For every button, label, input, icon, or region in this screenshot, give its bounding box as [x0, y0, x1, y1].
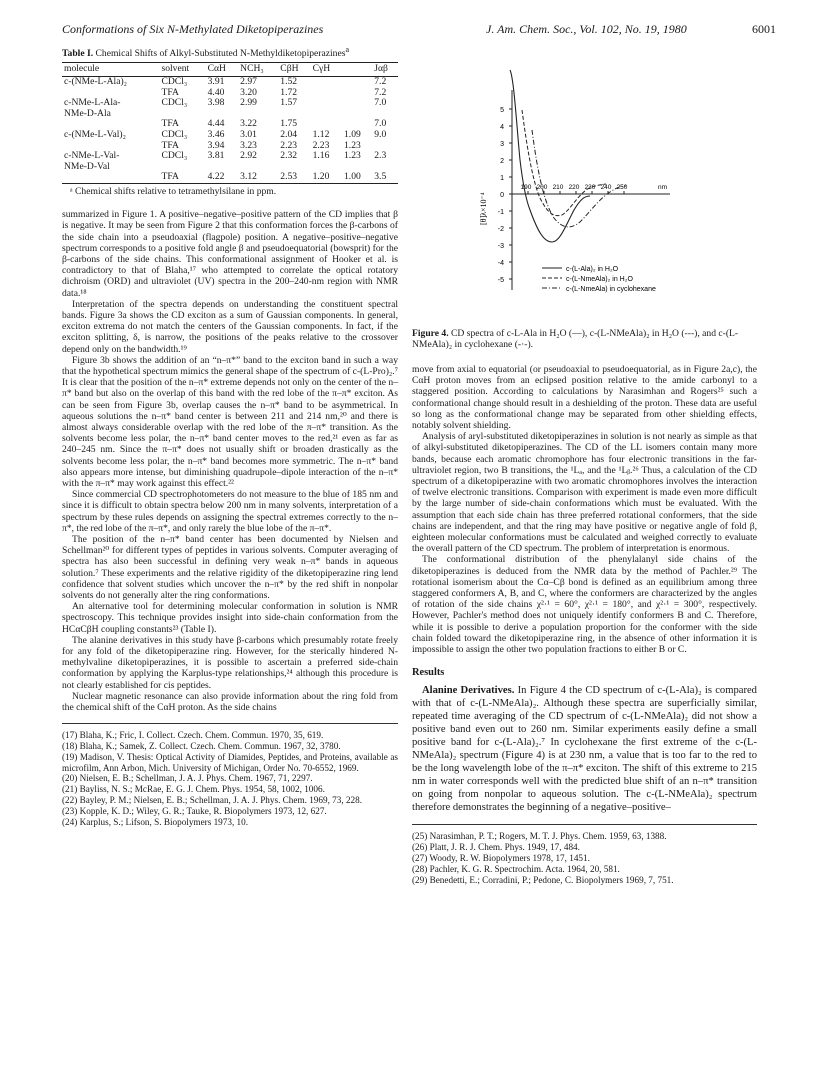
- table-cell: 2.3: [374, 150, 387, 162]
- table-cell: 3.23: [240, 139, 257, 151]
- legend-label: c-(L-Ala)₂ in H₂O: [566, 266, 619, 273]
- body-paragraph: summarized in Figure 1. A positive–negative–positive pattern of the CD implies that β is negative. It may be seen from Figure 2 that this conformation forces the β-carbons of the side chain into a pseudoaxial (flagpole) position. A negative–positive–negative spectrum corresponds to a positive fold angle β and pseudoequatorial (bowsprit) for the β-carbons of the side chains. This conformational assignment of Hooker et al. is contradictory to that of Blaha,¹⁷ who attempted to correlate the optical rotatory dichroism (ORD) and ultraviolet (UV) spectra in the 200–240-nm region with NMR data.¹⁸: [62, 209, 398, 299]
- section-heading-results: Results: [412, 667, 445, 679]
- table-cell: 2.23: [280, 139, 298, 151]
- table-row: [62, 98, 398, 109]
- results-text: In Figure 4 the CD spectrum of c-(L-Ala)₂ is compared with that of c-(L-NMeAla)₂. Although these spectra are superficially similar, repeated time averaging of the CD spectrum of c-(L-NMeAla)₂ did not show a positive band even out to 260 nm. Similar experiments easily define a small positive band for c-(L-Ala)₂.⁷ In cyclohexane the first extreme of the c-(L-NMeAla)₂ spectrum (Figure 4) is at 230 nm, a value that is too far to the red to be the long wavelength lobe of the π–π* exciton. The shift of this extreme to 215 nm in water corresponds well with the predicted blue shift of an n–π* transition on going from nonpolar to aqueous solution. The c-(L-NMeAla)₂ spectrum therefore demonstrates the beginning of a negative–positive–: [412, 685, 757, 814]
- curve-nmeala-cyclohexane: [532, 130, 626, 227]
- table-body: [62, 76, 398, 183]
- table-cell: [342, 98, 372, 109]
- table-cell: 2.53: [278, 172, 310, 183]
- table-cell: 1.09: [344, 128, 361, 140]
- table-cell: 2.32: [280, 150, 298, 162]
- table-row: [62, 76, 398, 87]
- table-cell: 1.12: [312, 128, 330, 140]
- table-cell: 3.20: [240, 86, 257, 98]
- y-tick-label: -2: [497, 226, 504, 233]
- table-cell: 1.00: [342, 172, 372, 183]
- table-header-cell: Jαβ: [372, 63, 398, 77]
- figure-caption-text: CD spectra of c-L-Ala in H₂O (—), c-(L-NMeAla)₂ in H₂O (---), and c-(L-NMeAla)₂ in cyclohexane (-·-).: [412, 328, 739, 351]
- table-cell: 4.40: [207, 86, 225, 98]
- y-tick-label: 4: [500, 124, 504, 131]
- reference-entry: (21) Bayliss, N. S.; McRae, E. G. J. Chem. Phys. 1954, 58, 1002, 1006.: [62, 784, 325, 795]
- reference-entry: (20) Nielsen, E. B.; Schellman, J. A. J. Phys. Chem. 1967, 71, 2297.: [62, 773, 313, 784]
- table-cell: CDCl₃: [161, 97, 188, 109]
- legend-label: c-(L-NmeAla) in cyclohexane: [566, 286, 656, 293]
- x-tick-label: 220: [568, 184, 580, 191]
- cd-spectrum-plot: [470, 50, 700, 320]
- table-cell: 3.22: [240, 118, 257, 130]
- table-cell: 7.0: [374, 97, 387, 109]
- table-cell: 3.12: [238, 172, 278, 183]
- results-subheading: Alanine Derivatives.: [422, 685, 515, 697]
- table-label: Table I.: [62, 48, 94, 60]
- table-cell: c-NMe-L-Val-: [64, 150, 120, 162]
- table-cell: CDCl₃: [161, 150, 188, 162]
- table-row: [62, 151, 398, 162]
- table-cell: [311, 98, 342, 109]
- table-cell: NMe-D-Ala: [64, 107, 111, 119]
- table-cell: 3.01: [240, 128, 257, 140]
- table-cell: 7.2: [374, 86, 387, 98]
- table-cell: CDCl₃: [161, 75, 188, 87]
- x-tick-label: 240: [600, 184, 612, 191]
- y-tick-label: 0: [500, 192, 504, 199]
- reference-entry: (24) Karplus, S.; Lifson, S. Biopolymers 1973, 10.: [62, 816, 249, 827]
- table-cell: 3.94: [207, 139, 225, 151]
- table-cell: 2.97: [240, 75, 257, 87]
- table-header-cell: molecule: [62, 63, 159, 77]
- table-cell: [342, 109, 372, 120]
- y-tick-label: -3: [497, 243, 504, 250]
- table-header-cell: solvent: [159, 63, 205, 77]
- table-header-cell: NCH₃: [238, 63, 278, 77]
- left-column: [62, 44, 398, 827]
- table-cell: 9.0: [374, 128, 387, 140]
- body-paragraph: Since commercial CD spectrophotometers do not measure to the blue of 185 nm and since it is difficult to obtain spectra below 200 nm in many solvents, interpretation of a spectrum by these rules depends on assigning the spectral extremes correctly to the n–π*, the red lobe of the π–π*, and only rarely the blue lobe of the π–π*.: [62, 489, 398, 534]
- body-paragraph: The conformational distribution of the phenylalanyl side chains of the diketopiperazines is deduced from the NMR data by the method of Pachler.²⁹ The rotational isomerism about the Cα–Cβ bond is defined as an equilibrium among three staggered conformers A, B, and C, where the conformers are characterized by the angles of rotation of the side chains χ²·¹ = 60°, χ²·¹ = 180°, and χ²·¹ = 300°, respectively. However, Pachler's method does not uniquely identify conformers B and C. Therefore, while it is possible to derive a population proportion for the conformer with the side chain folded toward the diketopiperazine ring, in the absence of other information it is impossible to assign the other two population fractions to either B or C.: [412, 554, 757, 656]
- y-tick-label: -4: [497, 260, 504, 267]
- table-cell: [342, 76, 372, 87]
- y-tick-label: 5: [500, 107, 504, 114]
- table-cell: 3.46: [207, 128, 225, 140]
- table-caption: [62, 44, 398, 59]
- right-column: [412, 364, 757, 885]
- body-paragraph: The alanine derivatives in this study have β-carbons which presumably rotate freely for any fold of the diketopiperazine ring. However, for the sterically hindered N-methylvaline diketopiperazines, it is possible to ascertain a preferred side-chain conformation by applying the Karplus-type relationships,²⁴ although this procedure is not clearly established for cis peptides.: [62, 634, 398, 691]
- y-tick-label: 1: [500, 175, 504, 182]
- table-row: [62, 172, 398, 183]
- table-cell: 7.2: [374, 75, 387, 87]
- table-cell: 1.52: [280, 75, 298, 87]
- y-axis-label: [θ]λ×10⁻⁴: [479, 192, 488, 225]
- reference-entry: (18) Blaha, K.; Samek, Z. Collect. Czech. Chem. Commun. 1967, 32, 3780.: [62, 741, 341, 752]
- table-header-cell: [342, 63, 372, 77]
- table-cell: c-(NMe-L-Val)₂: [64, 128, 126, 140]
- x-tick-label: 230: [584, 184, 596, 191]
- table-cell: 3.91: [207, 75, 225, 87]
- reference-entry: (23) Kopple, K. D.; Wiley, G. R.; Tauke, R. Biopolymers 1973, 12, 627.: [62, 805, 327, 816]
- right-body-text: [412, 364, 757, 655]
- table-cell: 1.23: [344, 150, 361, 162]
- legend-label: c-(L-NmeAla)₂ in H₂O: [566, 276, 633, 283]
- right-references: [412, 824, 757, 885]
- table-cell: 3.81: [207, 150, 225, 162]
- table-cell: 4.22: [206, 172, 239, 183]
- body-paragraph: The position of the n–π* band center has been documented by Nielsen and Schellman²⁰ for different types of peptides in various solvents. Computer averaging of spectra has also been successful in defining very weak n–π* bands in aqueous solution.⁷ These experiments and the relative rigidity of the diketopiperazine ring lend confidence that solvent studies which uncover the n–π* by the red shift in nonpolar solvents do not generally alter the ring conformations.: [62, 534, 398, 602]
- y-tick-label: 2: [500, 158, 504, 165]
- table-cell: TFA: [161, 86, 179, 98]
- curve-nmeala-water: [522, 110, 606, 216]
- table-cell: NMe-D-Val: [64, 160, 110, 172]
- x-tick-label: 250: [616, 184, 628, 191]
- reference-entry: (25) Narasimhan, P. T.; Rogers, M. T. J. Phys. Chem. 1959, 63, 1388.: [412, 831, 667, 842]
- table-row: [62, 109, 398, 120]
- curve-ala-water: [510, 70, 590, 242]
- table-cell: 1.72: [280, 86, 298, 98]
- x-tick-label: 210: [552, 184, 564, 191]
- reference-entry: (22) Bayley, P. M.; Nielsen, E. B.; Schellman, J. A. J. Phys. Chem. 1969, 73, 228.: [62, 795, 363, 806]
- table-caption-text: Chemical Shifts of Alkyl-Substituted N-Methyldiketopiperazines: [95, 48, 346, 60]
- results-paragraph: [412, 684, 757, 814]
- table-cell: 3.5: [372, 172, 398, 183]
- figure-4: [470, 50, 700, 340]
- body-paragraph: Analysis of aryl-substituted diketopiperazines in solution is not nearly as simple as that of alkyl-substituted diketopiperazines. The CD of the LL isomers contain many more bands, because each aromatic chromophore has four electronic transitions in the far-ultraviolet region, two B transitions, the ¹Lₐ, and the ¹Lᵦ.²⁶ Thus, a calculation of the CD spectrum of a diketopiperazine with two aromatic chromophores involves the interaction of twelve electronic transitions. Comparison with experiment is made even more difficult by the large number of side-chain conformations which must be evaluated. With the assumption that each side chain has three preferred rotational conformers, that the side chains are independent, and that the ring may have positive or negative angle of fold β, eighteen molecular conformations must be calculated and weighed correctly to evaluate the overall pattern of the CD spectrum. The problem of interpretation is enormous.: [412, 431, 757, 555]
- x-tick-label: 200: [536, 184, 548, 191]
- table-header-cell: CβH: [278, 63, 310, 77]
- table-row: [62, 130, 398, 141]
- table-cell: 2.04: [280, 128, 298, 140]
- running-header-title: Conformations of Six N-Methylated Diketopiperazines: [62, 22, 324, 36]
- left-body-text: [62, 209, 398, 713]
- table-cell: c-NMe-L-Ala-: [64, 97, 121, 109]
- chemical-shift-table: [62, 62, 398, 184]
- reference-entry: (28) Pachler, K. G. R. Spectrochim. Acta. 1964, 20, 581.: [412, 863, 620, 874]
- body-paragraph: An alternative tool for determining molecular conformation in solution is NMR spectroscopy. This technique provides insight into side-chain conformation from the HCαCβH coupling constants²³ (Table I).: [62, 601, 398, 635]
- table-cell: c-(NMe-L-Ala)₂: [64, 75, 128, 87]
- table-header-cell: CγH: [311, 63, 342, 77]
- reference-entry: (27) Woody, R. W. Biopolymers 1978, 17, 1451.: [412, 853, 590, 864]
- body-paragraph: move from axial to equatorial (or pseudoaxial to pseudoequatorial, as in Figure 2a,c), the CαH proton moves from an eclipsed position relative to the amide carbonyl to a staggered position. According to calculations by Narasimhan and Rogers²⁵ such a conformational change should result in a deshielding of the proton. These data are useful so long as the conformational change may be separated from other shielding effects, notably solvent shielding.: [412, 364, 757, 432]
- table-cell: 2.99: [240, 97, 257, 109]
- reference-entry: (29) Benedetti, E.; Corradini, P.; Pedone, C. Biopolymers 1969, 7, 751.: [412, 874, 674, 885]
- table-cell: [342, 88, 372, 99]
- table-cell: 1.23: [344, 139, 361, 151]
- table-header-cell: CαH: [206, 63, 239, 77]
- table-cell: TFA: [161, 139, 179, 151]
- table-cell: TFA: [159, 172, 205, 183]
- table-cell: 1.75: [280, 118, 298, 130]
- table-cell: TFA: [161, 118, 179, 130]
- x-axis-unit: nm: [658, 184, 668, 191]
- figure-caption: [412, 328, 757, 350]
- reference-entry: (26) Platt, J. R. J. Chem. Phys. 1949, 17, 484.: [412, 842, 580, 853]
- body-paragraph: Figure 3b shows the addition of an “n–π*” band to the exciton band in such a way that the hypothetical spectrum mimics the general shape of the spectrum of c-(L-Pro)₂.⁷ It is clear that the position of the n–π* extreme depends not only on the center of the n–π* band but also on the overlap of this band with the red lobe of the π–π* exciton. As can be seen from Figure 3b, overlap causes the n–π* band to be asymmetrical. In aqueous solutions the n–π* band center is between 211 and 214 nm,²⁰ and there is almost always considerable overlap with the red lobe of the π–π* transition. As the solvents become less polar, the n–π* band center moves to the red,²¹ even as far as 240–245 nm. Since the π–π* does not usually shift or broaden drastically as the solvents become less polar, the n–π* band becomes more symmetric. The n–π* band also appears more intense, but diminishing quadrupole–dipole interaction of the n–π* with the π–π* may work against this effect.²²: [62, 354, 398, 489]
- y-tick-label: 3: [500, 141, 504, 148]
- reference-entry: (19) Madison, V. Thesis: Optical Activity of Diamides, Peptides, and Proteins, available as microfilm, Ann Arbon, Mich. University of Michigan, Order No. 70-6552, 1969.: [62, 751, 398, 773]
- table-cell: 4.44: [207, 118, 225, 130]
- figure-caption-label: Figure 4.: [412, 328, 449, 339]
- table-caption-footnote-mark: a: [345, 45, 350, 54]
- table-cell: [62, 172, 159, 183]
- table-footnote: ᵃ Chemical shifts relative to tetramethylsilane in ppm.: [70, 185, 277, 197]
- left-references: [62, 723, 398, 827]
- body-paragraph: Nuclear magnetic resonance can also provide information about the ring fold from the chemical shift of the CαH proton. As the side chains: [62, 690, 398, 714]
- table-cell: 1.57: [280, 97, 298, 109]
- x-tick-label: 190: [520, 184, 532, 191]
- reference-entry: (17) Blaha, K.; Fric, I. Collect. Czech. Chem. Commun. 1970, 35, 619.: [62, 730, 324, 741]
- table-cell: [311, 88, 342, 99]
- table-cell: 1.20: [311, 172, 342, 183]
- table-cell: 1.16: [312, 150, 330, 162]
- running-header-journal: J. Am. Chem. Soc., Vol. 102, No. 19, 1980: [486, 22, 687, 36]
- table-cell: 2.23: [312, 139, 330, 151]
- y-tick-label: -1: [497, 209, 504, 216]
- table-cell: CDCl₃: [161, 128, 188, 140]
- table-cell: 3.98: [207, 97, 225, 109]
- table-header-row: [62, 63, 398, 77]
- table-cell: 2.92: [240, 150, 257, 162]
- table-cell: [311, 76, 342, 87]
- page-number: 6001: [752, 22, 776, 36]
- body-paragraph: Interpretation of the spectra depends on understanding the constituent spectral bands. Figure 3a shows the CD exciton as a sum of Gaussian components. In general, exciton extrema do not match the centers of the Gaussian components. In fact, if the exciton splitting, δ, is narrow, the positions of the peaks relative to the crossover depend only on the bandwidth.¹⁹: [62, 298, 398, 355]
- y-tick-label: -5: [497, 277, 504, 284]
- table-cell: 7.0: [374, 118, 387, 130]
- table-cell: [311, 109, 342, 120]
